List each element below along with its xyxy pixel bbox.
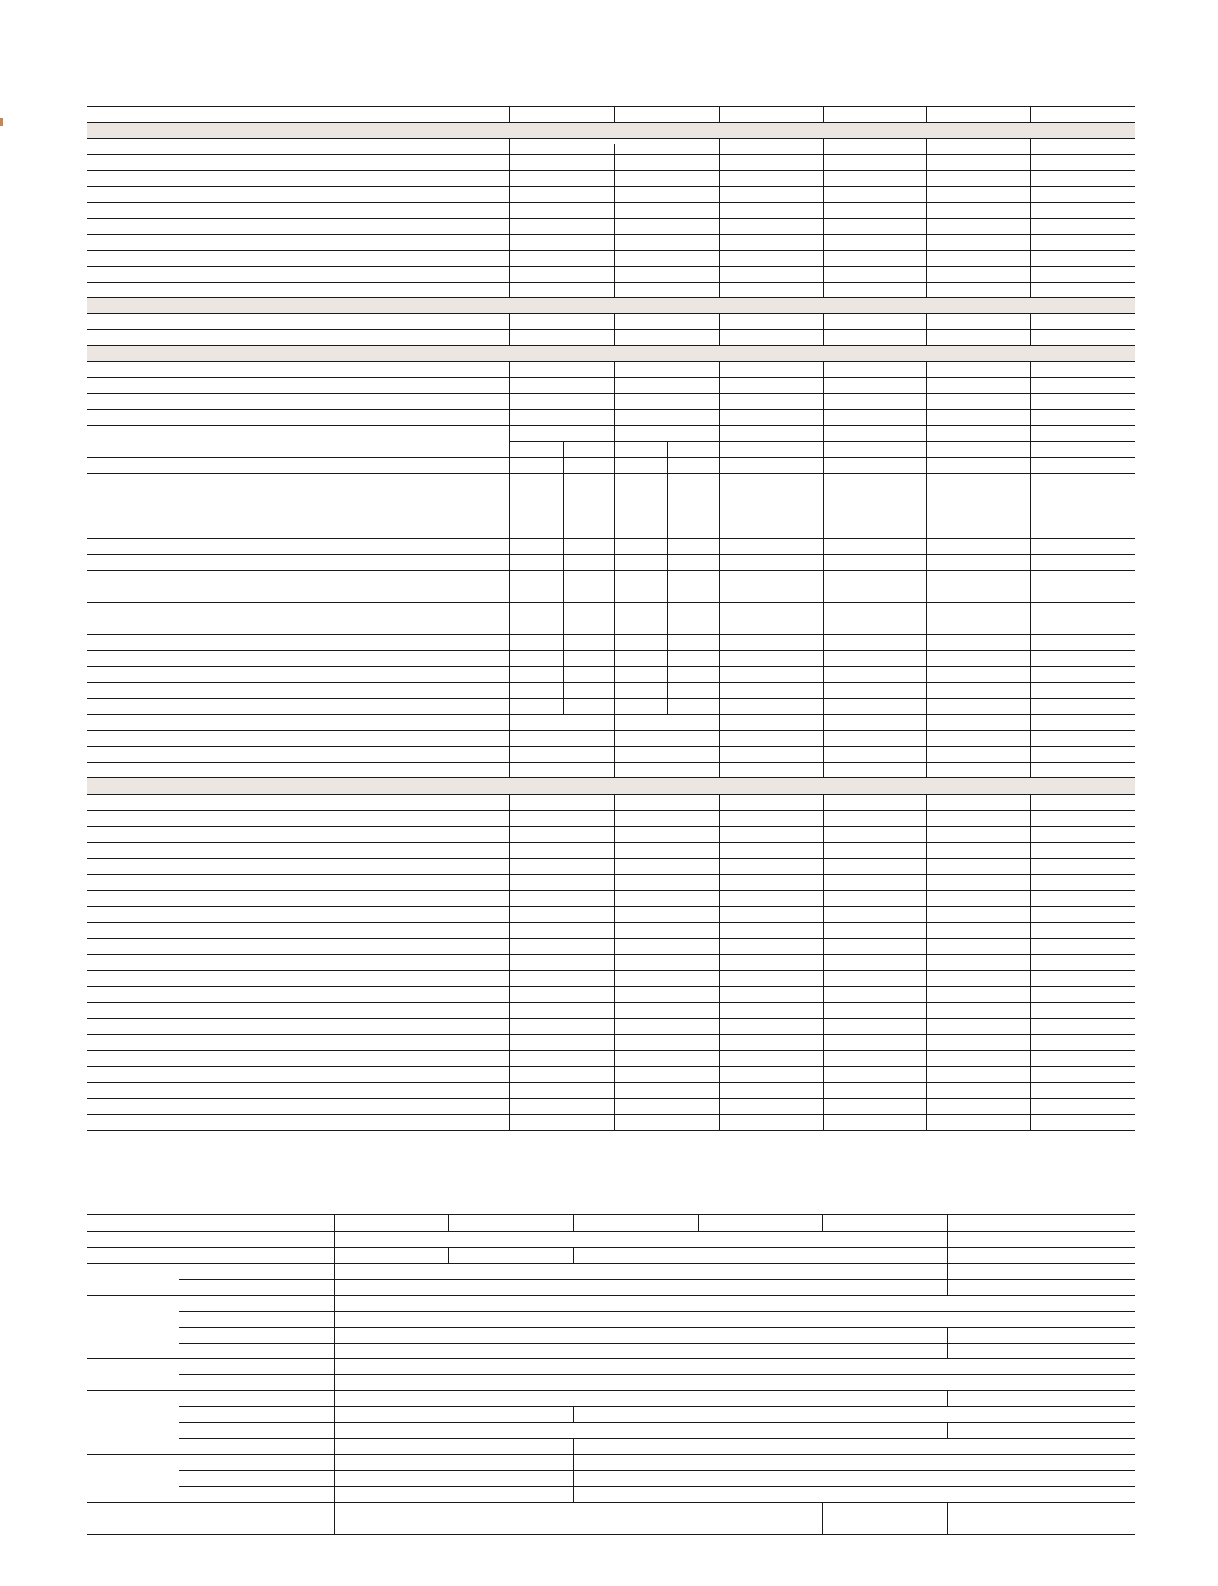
section-3-rows [87, 362, 1135, 778]
spec-table [87, 106, 1135, 1131]
option-table [87, 1214, 1135, 1535]
section-heading-band-1 [87, 123, 1135, 138]
section-heading-band-2 [87, 298, 1135, 313]
section-heading-band-4 [87, 778, 1135, 794]
section-1-rows [87, 139, 1135, 298]
spec-table-header [87, 106, 1135, 123]
section-4-rows [87, 795, 1135, 1131]
section-2-rows [87, 314, 1135, 346]
section-heading-band-3 [87, 346, 1135, 361]
accent-tick [0, 118, 3, 126]
